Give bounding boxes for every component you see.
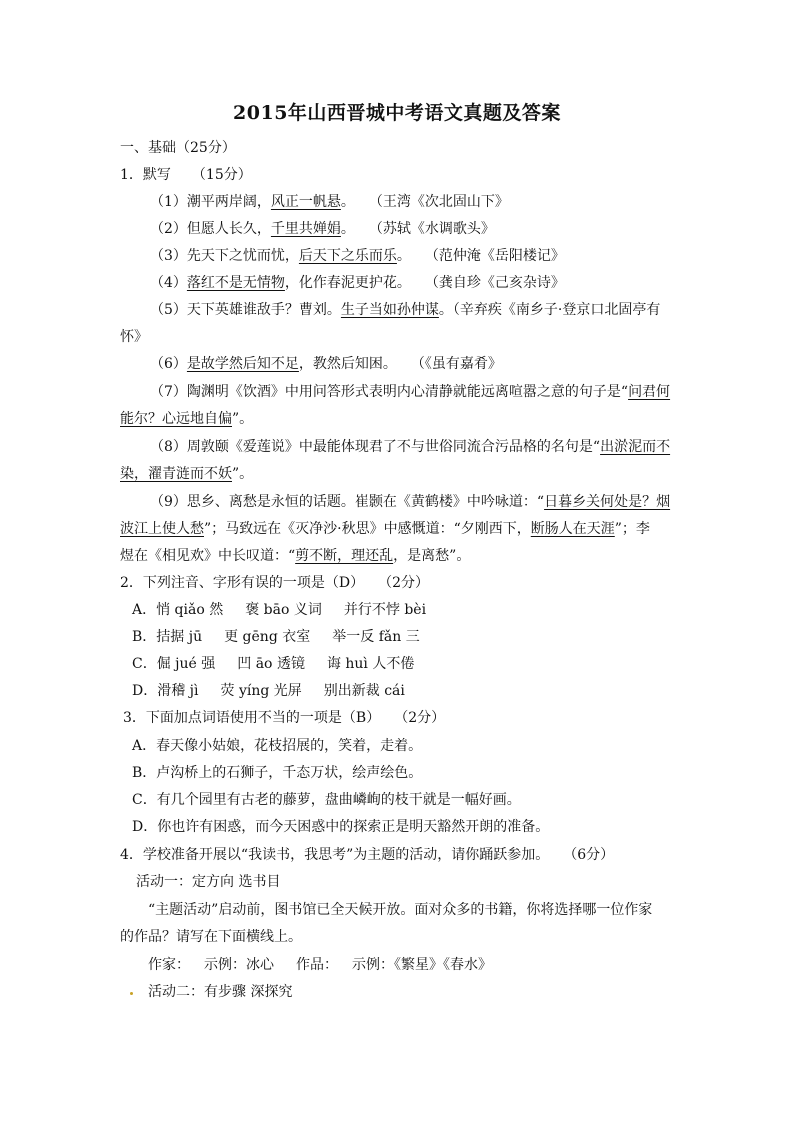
item-source: 。 （范仲淹《岳阳楼记》 bbox=[396, 248, 565, 264]
option-part: D．滑稽 jì bbox=[132, 683, 199, 699]
q1-item-7-continued bbox=[120, 409, 253, 429]
q3-option-c: C．有几个园里有古老的藤萝，盘曲嶙峋的枝干就是一幅好画。 bbox=[132, 792, 521, 808]
option-part: 更 gēng 衣室 bbox=[224, 629, 311, 645]
q1-item-8-continued bbox=[120, 464, 253, 484]
item-text: ”。 bbox=[232, 411, 254, 427]
question-2-heading: 2．下列注音、字形有误的一项是（D） （2分） bbox=[120, 575, 430, 591]
q1-item-5 bbox=[150, 300, 660, 320]
item-text: （4） bbox=[150, 275, 187, 291]
q2-option-b bbox=[132, 627, 420, 647]
item-source: 。（辛弃疾《南乡子·登京口北固亭有 bbox=[438, 302, 661, 318]
item-text: （2）但愿人长久， bbox=[150, 221, 271, 237]
q1-item-7 bbox=[150, 382, 670, 402]
answer-text: 风正一帆悬 bbox=[270, 194, 341, 210]
item-text: ”；马致远在《灭净沙·秋思》中感慨道：“夕刚西下， bbox=[204, 521, 531, 537]
q4-paragraph-line-2: 的作品？请写在下面横线上。 bbox=[120, 929, 302, 945]
item-text: （8）周敦颐《爱莲说》中最能体现君了不与世俗同流合污品格的名句是“ bbox=[150, 439, 601, 455]
q4-activity-1: 活动一：定方向 选书目 bbox=[136, 874, 281, 890]
work-label: 作品： bbox=[296, 957, 338, 973]
q1-item-6 bbox=[150, 354, 502, 374]
item-source: 。 （王湾《次北固山下》 bbox=[340, 194, 509, 210]
q1-item-4 bbox=[150, 273, 565, 293]
work-example: 示例：《繁星》《春水》 bbox=[352, 957, 492, 973]
item-text: ”。 bbox=[232, 466, 254, 482]
dot-marker bbox=[130, 992, 133, 995]
item-text: （6） bbox=[150, 356, 187, 372]
author-label: 作家： bbox=[148, 957, 190, 973]
q1-item-9-line-2 bbox=[120, 519, 650, 539]
page-title: 2015年山西晋城中考语文真题及答案 bbox=[233, 102, 561, 124]
option-part: 凹 āo 透镜 bbox=[237, 656, 305, 672]
answer-text: 波江上使人愁 bbox=[120, 521, 204, 537]
option-part: 并行不悖 bèi bbox=[343, 602, 427, 618]
item-text: （7）陶渊明《饮酒》中用问答形式表明内心清静就能远离喧嚣之意的句子是“ bbox=[150, 384, 629, 400]
answer-text: 染，濯青涟而不妖 bbox=[120, 466, 232, 482]
item-source: ，教然后知困。 （《虽有嘉肴》 bbox=[298, 356, 502, 372]
author-example: 示例：冰心 bbox=[204, 957, 274, 973]
option-part: 举一反 fǎn 三 bbox=[332, 629, 420, 645]
option-part: 诲 huì 人不倦 bbox=[326, 656, 415, 672]
answer-text: 出淤泥而不 bbox=[600, 439, 671, 455]
option-part: 荧 yíng 光屏 bbox=[220, 683, 302, 699]
q4-activity-2: 活动二：有步骤 深探究 bbox=[148, 984, 293, 1000]
question-1-heading: 1．默写 （15分） bbox=[120, 167, 252, 183]
q4-example-line bbox=[148, 955, 492, 975]
q2-option-d bbox=[132, 681, 405, 701]
option-part: A．悄 qiǎo 然 bbox=[132, 602, 224, 618]
section-heading: 一、基础（25分） bbox=[120, 140, 236, 156]
answer-text: 后天下之乐而乐 bbox=[298, 248, 397, 264]
item-text: ，是离愁”。 bbox=[393, 548, 471, 564]
option-part: B．拮据 jū bbox=[132, 629, 203, 645]
q3-option-d: D．你也许有困惑，而今天困惑中的探索正是明天豁然开朗的准备。 bbox=[132, 819, 550, 835]
item-source: ，化作春泥更护花。 （龚自珍《己亥杂诗》 bbox=[284, 275, 565, 291]
q1-item-1 bbox=[150, 192, 509, 212]
answer-text: 日暮乡关何处是？烟 bbox=[544, 494, 671, 510]
q1-item-3 bbox=[150, 246, 565, 266]
answer-text: 能尔？心远地自偏 bbox=[120, 411, 232, 427]
item-text: （9）思乡、离愁是永恒的话题。崔颢在《黄鹤楼》中吟咏道：“ bbox=[150, 494, 545, 510]
item-text: （5）天下英雄谁敌手？曹刘。 bbox=[150, 302, 341, 318]
option-part: 别出新裁 cái bbox=[323, 683, 405, 699]
question-4-heading: 4．学校准备开展以“我读书，我思考”为主题的活动，请你踊跃参加。 （6分） bbox=[120, 847, 615, 863]
option-part: 褒 bāo 义词 bbox=[245, 602, 322, 618]
item-source: 。 （苏轼《水调歌头》 bbox=[340, 221, 495, 237]
q1-item-5-continued: 怀》 bbox=[120, 329, 148, 345]
answer-text: 生子当如孙仲谋 bbox=[340, 302, 439, 318]
q3-option-a: A．春天像小姑娘，花枝招展的，笑着，走着。 bbox=[132, 738, 423, 754]
answer-text: 断肠人在天涯 bbox=[530, 521, 615, 537]
item-text: （1）潮平两岸阔， bbox=[150, 194, 271, 210]
question-3-heading: 3．下面加点词语使用不当的一项是（B） （2分） bbox=[123, 710, 446, 726]
q1-item-9-line-3 bbox=[120, 546, 470, 566]
item-text: （3）先天下之忧而忧， bbox=[150, 248, 299, 264]
answer-text: 问君何 bbox=[628, 384, 671, 400]
answer-text: 千里共婵娟 bbox=[270, 221, 341, 237]
answer-text: 是故学然后知不足 bbox=[186, 356, 299, 372]
q1-item-2 bbox=[150, 219, 495, 239]
q1-item-9 bbox=[150, 492, 670, 512]
option-part: C．倔 jué 强 bbox=[132, 656, 216, 672]
q3-option-b: B．卢沟桥上的石狮子，千态万状，绘声绘色。 bbox=[132, 765, 423, 781]
item-text: ”；李 bbox=[614, 521, 650, 537]
q1-item-8 bbox=[150, 437, 670, 457]
answer-text: 剪不断，理还乱 bbox=[295, 548, 394, 564]
answer-text: 落红不是无情物 bbox=[186, 275, 285, 291]
q2-option-c bbox=[132, 654, 414, 674]
item-text: 煜在《相见欢》中长叹道：“ bbox=[120, 548, 296, 564]
q4-paragraph-line-1: “主题活动”启动前，图书馆已全天候开放。面对众多的书籍，你将选择哪一位作家 bbox=[148, 902, 653, 918]
q2-option-a bbox=[132, 600, 426, 620]
